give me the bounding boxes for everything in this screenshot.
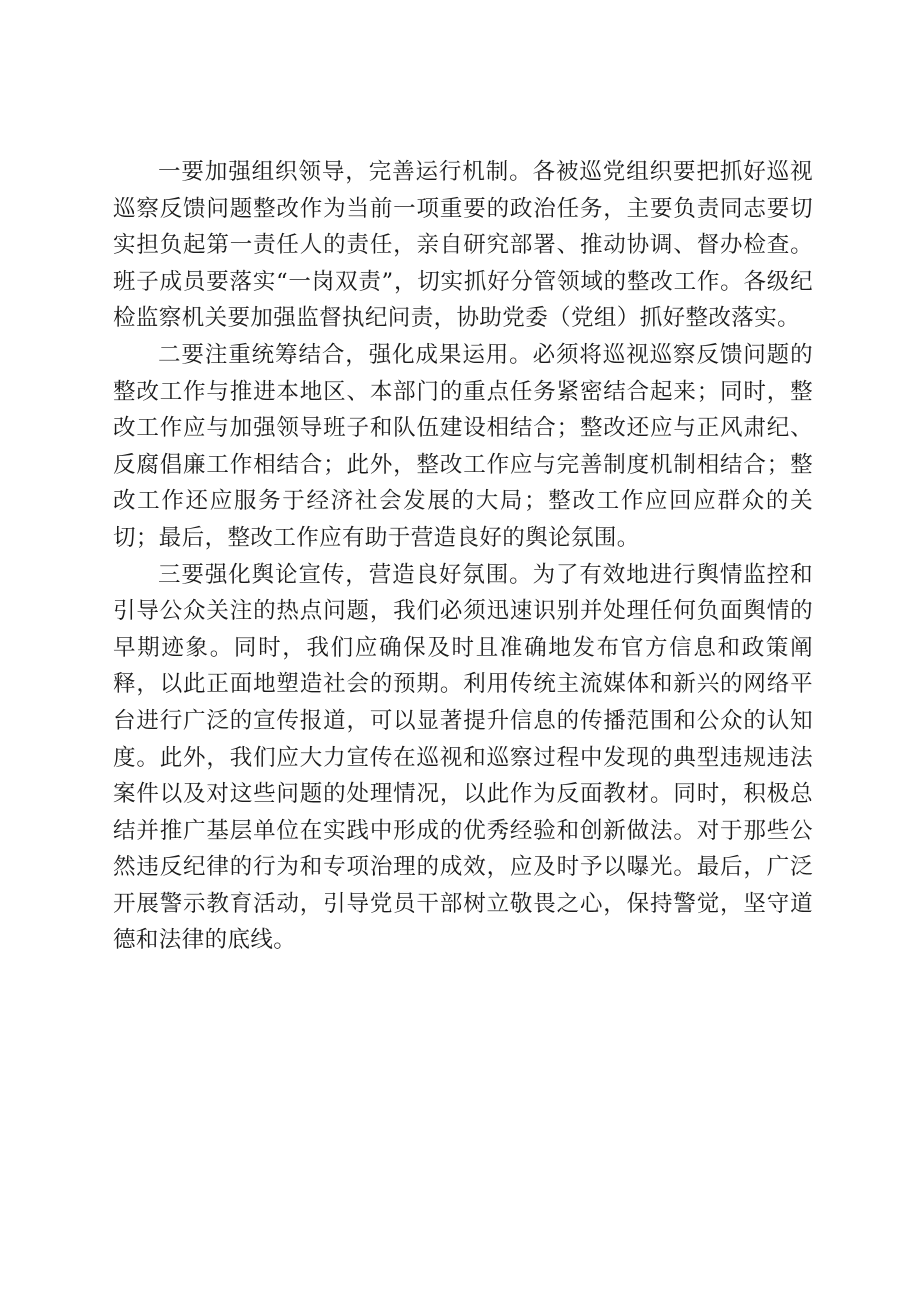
document-page bbox=[113, 154, 813, 959]
paragraph-2: 二要注重统筹结合，强化成果运用。必须将巡视巡察反馈问题的整改工作与推进本地区、本部门的重点任务紧密结合起来；同时，整改工作应与加强领导班子和队伍建设相结合；整改还应与正风肃纪、反腐倡廉工作相结合；此外，整改工作应与完善制度机制相结合；整改工作还应服务于经济社会发展的大局；整改工作应回应群众的关切；最后，整改工作应有助于营造良好的舆论氛围。 bbox=[113, 341, 813, 551]
paragraph-3: 三要强化舆论宣传，营造良好氛围。为了有效地进行舆情监控和引导公众关注的热点问题，我们必须迅速识别并处理任何负面舆情的早期迹象。同时，我们应确保及时且准确地发布官方信息和政策阐释，以此正面地塑造社会的预期。利用传统主流媒体和新兴的网络平台进行广泛的宣传报道，可以显著提升信息的传播范围和公众的认知度。此外，我们应大力宣传在巡视和巡察过程中发现的典型违规违法案件以及对这些问题的处理情况，以此作为反面教材。同时，积极总结并推广基层单位在实践中形成的优秀经验和创新做法。对于那些公然违反纪律的行为和专项治理的成效，应及时予以曝光。最后，广泛开展警示教育活动，引导党员干部树立敬畏之心，保持警觉，坚守道德和法律的底线。 bbox=[113, 561, 813, 954]
paragraph-1: 一要加强组织领导，完善运行机制。各被巡党组织要把抓好巡视巡察反馈问题整改作为当前一项重要的政治任务，主要负责同志要切实担负起第一责任人的责任，亲自研究部署、推动协调、督办检查。班子成员要落实“一岗双责”，切实抓好分管领域的整改工作。各级纪检监察机关要加强监督执纪问责，协助党委（党组）抓好整改落实。 bbox=[113, 159, 813, 332]
